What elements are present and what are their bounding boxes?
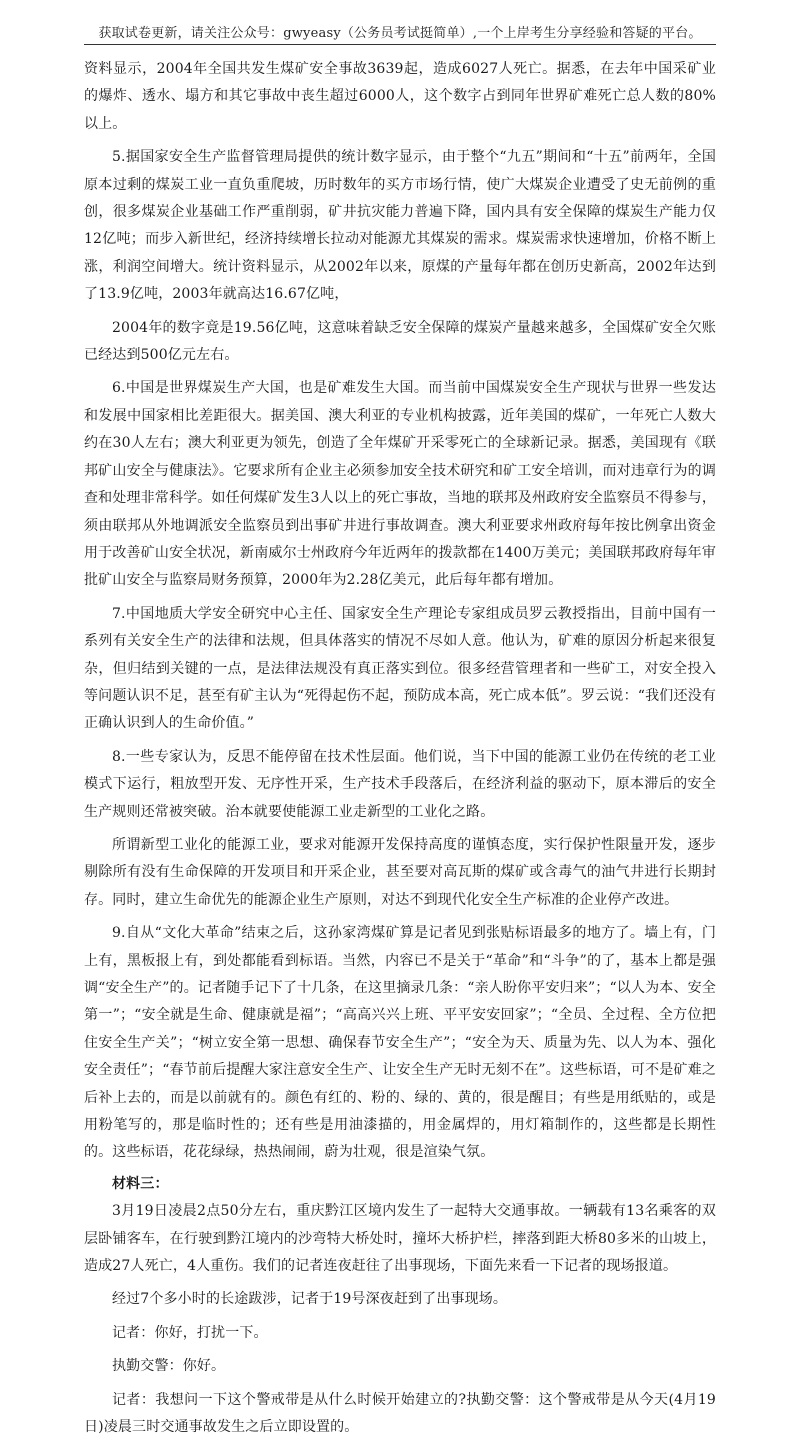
paragraph: 所谓新型工业化的能源工业，要求对能源开发保持高度的谨慎态度，实行保护性限量开发，逐步剔除所有没有生命保障的开发项目和开采企业，甚至要对高瓦斯的煤矿或含毒气的油气井进行长期封存。同时，建立生命优先的能源企业生产原则，对达不到现代化安全生产标准的企业停产改进。: [84, 836, 716, 908]
paragraph: 8.一些专家认为，反思不能停留在技术性层面。他们说，当下中国的能源工业仍在传统的老工业模式下运行，粗放型开发、无序性开采，生产技术手段落后，在经济利益的驱动下，原本滞后的安全生产规则还常被突破。治本就要使能源工业走新型的工业化之路。: [84, 748, 716, 820]
paragraph: 记者：你好，打扰一下。: [112, 1324, 268, 1341]
document-body: [84, 56, 716, 1442]
paragraph: 3月19日凌晨2点50分左右，重庆黔江区境内发生了一起特大交通事故。一辆载有13名乘客的双层卧铺客车，在行驶到黔江境内的沙弯特大桥处时，撞坏大桥护栏，摔落到距大桥80多米的山坡上，造成27人死亡，4人重伤。我们的记者连夜赶往了出事现场，下面先来看一下记者的现场报道。: [84, 1203, 716, 1275]
paragraph: 9.自从“文化大革命”结束之后，这孙家湾煤矿算是记者见到张贴标语最多的地方了。墙上有，门上有，黑板报上有，到处都能看到标语。当然，内容已不是关于“革命”和“斗争”的了，基本上都是强调“安全生产”的。记者随手记下了十几条，在这里摘录几条：“亲人盼你平安归来”；“以人为本、安全第一”；“安全就是生命、健康就是福”；“高高兴兴上班、平平安安回家”；“全员、全过程、全方位把住安全生产关”；“树立安全第一思想、确保春节安全生产”；“安全为天、质量为先、以人为本、强化安全责任”；“春节前后提醒大家注意安全生产、让安全生产无时无刻不在”。这些标语，可不是矿难之后补上去的，而是以前就有的。颜色有红的、粉的、绿的、黄的，很是醒目；有些是用纸贴的，或是用粉笔写的，那是临时性的；还有些是用油漆描的，用金属焊的，用灯箱制作的，这些都是长期性的。这些标语，花花绿绿，热热闹闹，蔚为壮观，很是渲染气氛。: [84, 925, 716, 1161]
paragraph: 7.中国地质大学安全研究中心主任、国家安全生产理论专家组成员罗云教授指出，目前中国有一系列有关安全生产的法律和法规，但具体落实的情况不尽如人意。他认为，矿难的原因分析起来很复杂，但归结到关键的一点，是法律法规没有真正落实到位。很多经营管理者和一些矿工，对安全投入等问题认识不足，甚至有矿主认为“死得起伤不起，预防成本高，死亡成本低”。罗云说：“我们还没有正确认识到人的生命价值。”: [84, 605, 716, 732]
paragraph: 经过7个多小时的长途跋涉，记者于19号深夜赶到了出事现场。: [112, 1291, 508, 1308]
paragraph: 执勤交警：你好。: [112, 1358, 226, 1375]
header-divider: [84, 44, 716, 45]
paragraph: 资料显示，2004年全国共发生煤矿安全事故3639起，造成6027人死亡。据悉，在去年中国采矿业的爆炸、透水、塌方和其它事故中丧生超过6000人，这个数字占到同年世界矿难死亡总人数的80%以上。: [84, 61, 716, 132]
paragraph: 6.中国是世界煤炭生产大国，也是矿难发生大国。而当前中国煤炭安全生产现状与世界一些发达和发展中国家相比差距很大。据美国、澳大利亚的专业机构披露，近年美国的煤矿，一年死亡人数大约在30人左右；澳大利亚更为领先，创造了全年煤矿开采零死亡的全球新记录。据悉，美国现有《联邦矿山安全与健康法》。它要求所有企业主必须参加安全技术研究和矿工安全培训，而对违章行为的调查和处理非常科学。如任何煤矿发生3人以上的死亡事故，当地的联邦及州政府安全监察员不得参与，须由联邦从外地调派安全监察员到出事矿井进行事故调查。澳大利亚要求州政府每年按比例拿出资金用于改善矿山安全状况，新南威尔士州政府今年近两年的拨款都在1400万美元；美国联邦政府每年审批矿山安全与监察局财务预算，2000年为2.28亿美元，此后每年都有增加。: [84, 380, 716, 589]
paragraph: 5.据国家安全生产监督管理局提供的统计数字显示，由于整个“九五”期间和“十五”前两年，全国原本过剩的煤炭工业一直负重爬坡，历时数年的买方市场行情，使广大煤炭企业遭受了史无前例的重创，很多煤炭企业基础工作严重削弱，矿井抗灾能力普遍下降，国内具有安全保障的煤炭生产能力仅12亿吨；而步入新世纪，经济持续增长拉动对能源尤其煤炭的需求。煤炭需求快速增加，价格不断上涨，利润空间增大。统计资料显示，从2002年以来，原煤的产量每年都在创历史新高，2002年达到了13.9亿吨，2003年就高达16.67亿吨，: [84, 149, 716, 303]
paragraph: 记者：我想问一下这个警戒带是从什么时候开始建立的?执勤交警：这个警戒带是从今天(4月19日)凌晨三时交通事故发生之后立即设置的。: [84, 1391, 716, 1436]
section-heading: 材料三：: [112, 1175, 169, 1192]
header-note: 获取试卷更新，请关注公众号：gwyeasy（公务员考试挺简单）,一个上岸考生分享经验和答疑的平台。: [98, 26, 702, 41]
paragraph: 2004年的数字竟是19.56亿吨，这意味着缺乏安全保障的煤炭产量越来越多，全国煤矿安全欠账已经达到500亿元左右。: [84, 319, 716, 364]
